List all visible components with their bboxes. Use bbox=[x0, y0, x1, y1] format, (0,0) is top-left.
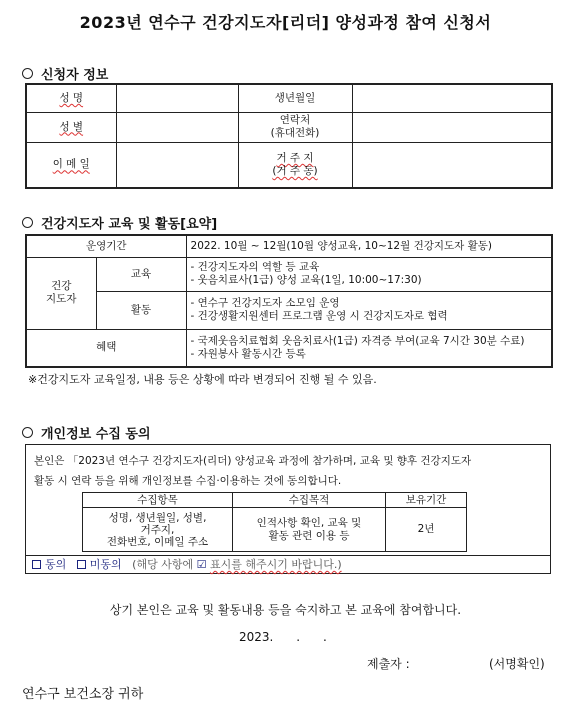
activity-label: 활동 bbox=[96, 291, 186, 329]
email-field[interactable] bbox=[116, 142, 238, 188]
privacy-text-line1: 본인은 「2023년 연수구 건강지도자(리더) 양성교육 과정에 참가하며, 교육 및 향후 건강지도자 bbox=[34, 455, 472, 467]
contact-field[interactable] bbox=[352, 112, 552, 142]
consent-hint-prefix: (해당 사항에 bbox=[132, 558, 194, 571]
gender-label: 성 별 bbox=[59, 120, 84, 133]
benefit-value bbox=[186, 329, 552, 367]
collected-items bbox=[83, 508, 233, 552]
activity-item: - 연수구 건강지도자 소모임 운영 bbox=[190, 297, 340, 309]
birth-field[interactable] bbox=[352, 84, 552, 112]
consent-choice-row bbox=[26, 555, 550, 573]
applicant-heading-text: 신청자 정보 bbox=[41, 68, 109, 83]
collected-items-line1: 성명, 생년월일, 성별, bbox=[108, 511, 207, 524]
page-title: 2023년 연수구 건강지도자[리더] 양성과정 참여 신청서 bbox=[79, 13, 492, 32]
submission-date: 2023. . . bbox=[239, 630, 327, 644]
consent-hint bbox=[132, 558, 341, 571]
circle-bullet-icon bbox=[22, 427, 33, 438]
address-label bbox=[238, 142, 352, 188]
closing-statement: 상기 본인은 교육 및 활동내용 등을 숙지하고 본 교육에 참여합니다. bbox=[109, 603, 462, 617]
col-period-header: 보유기간 bbox=[386, 493, 467, 508]
group-label bbox=[26, 257, 96, 329]
collection-purpose-line1: 인적사항 확인, 교육 및 bbox=[256, 516, 362, 529]
consent-hint-suffix: 표시를 해주시기 바랍니다.) bbox=[209, 558, 342, 571]
col-purpose-header: 수집목적 bbox=[233, 493, 386, 508]
privacy-heading-text: 개인정보 수집 동의 bbox=[41, 427, 151, 442]
email-label: 이 메 일 bbox=[52, 158, 90, 171]
program-section-heading bbox=[22, 213, 217, 232]
collection-purpose bbox=[233, 508, 386, 552]
education-label: 교육 bbox=[96, 257, 186, 291]
group-label-line1: 건강 bbox=[51, 280, 72, 292]
privacy-text bbox=[34, 451, 546, 491]
address-field[interactable] bbox=[352, 142, 552, 188]
checked-box-icon: ☑ bbox=[196, 558, 207, 571]
benefit-item: - 자원봉사 활동시간 등록 bbox=[190, 347, 306, 360]
gender-field[interactable] bbox=[116, 112, 238, 142]
disagree-label: 미동의 bbox=[89, 558, 122, 571]
period-value: 2022. 10월 ~ 12월(10월 양성교육, 10~12월 건강지도자 활동) bbox=[186, 235, 552, 257]
program-note: ※건강지도자 교육일정, 내용 등은 상황에 따라 변경되어 진행 될 수 있음. bbox=[28, 373, 377, 386]
education-value bbox=[186, 257, 552, 291]
privacy-section-heading bbox=[22, 423, 151, 442]
col-items-header: 수집항목 bbox=[83, 493, 233, 508]
birth-label: 생년월일 bbox=[238, 84, 352, 112]
group-label-line2: 지도자 bbox=[46, 293, 77, 305]
period-label: 운영기간 bbox=[26, 235, 186, 257]
address-label-line1: 거 주 지 bbox=[276, 151, 314, 164]
circle-bullet-icon bbox=[22, 68, 33, 79]
submitter-label: 제출자 : bbox=[367, 657, 410, 671]
contact-label-line1: 연락처 bbox=[279, 114, 311, 126]
circle-bullet-icon bbox=[22, 217, 33, 228]
education-item: - 건강지도자의 역할 등 교육 bbox=[190, 261, 320, 273]
name-label: 성 명 bbox=[59, 91, 84, 104]
program-heading-text: 건강지도자 교육 및 활동[요약] bbox=[41, 217, 218, 232]
collected-items-line2: 거주지, bbox=[140, 523, 175, 536]
collected-items-line3: 전화번호, 이메일 주소 bbox=[106, 535, 209, 548]
agree-checkbox[interactable] bbox=[32, 560, 41, 569]
collection-purpose-line2: 활동 관련 이용 등 bbox=[268, 529, 350, 542]
contact-label-line2: (휴대전화) bbox=[270, 127, 320, 139]
activity-item: - 건강생활지원센터 프로그램 운영 시 건강지도자로 협력 bbox=[190, 310, 448, 322]
program-table bbox=[25, 234, 553, 368]
privacy-text-line2: 활동 시 연락 등을 위해 개인정보를 수집·이용하는 것에 동의합니다. bbox=[34, 475, 342, 487]
education-item: - 웃음치료사(1급) 양성 교육(1일, 10:00~17:30) bbox=[190, 274, 422, 286]
name-field[interactable] bbox=[116, 84, 238, 112]
retention-period: 2년 bbox=[386, 508, 467, 552]
applicant-table bbox=[25, 83, 553, 189]
activity-value bbox=[186, 291, 552, 329]
signature-slot: (서명확인) bbox=[489, 657, 545, 671]
footer-recipient: 연수구 보건소장 귀하 bbox=[22, 687, 144, 702]
privacy-table bbox=[82, 492, 467, 552]
address-label-line2: (거 주 동) bbox=[272, 164, 318, 177]
disagree-checkbox[interactable] bbox=[77, 560, 86, 569]
contact-label bbox=[238, 112, 352, 142]
benefit-label: 혜택 bbox=[26, 329, 186, 367]
agree-label: 동의 bbox=[45, 558, 67, 571]
benefit-item: - 국제웃음치료협회 웃음치료사(1급) 자격증 부여(교육 7시간 30분 수료) bbox=[190, 334, 525, 347]
applicant-section-heading bbox=[22, 64, 108, 83]
